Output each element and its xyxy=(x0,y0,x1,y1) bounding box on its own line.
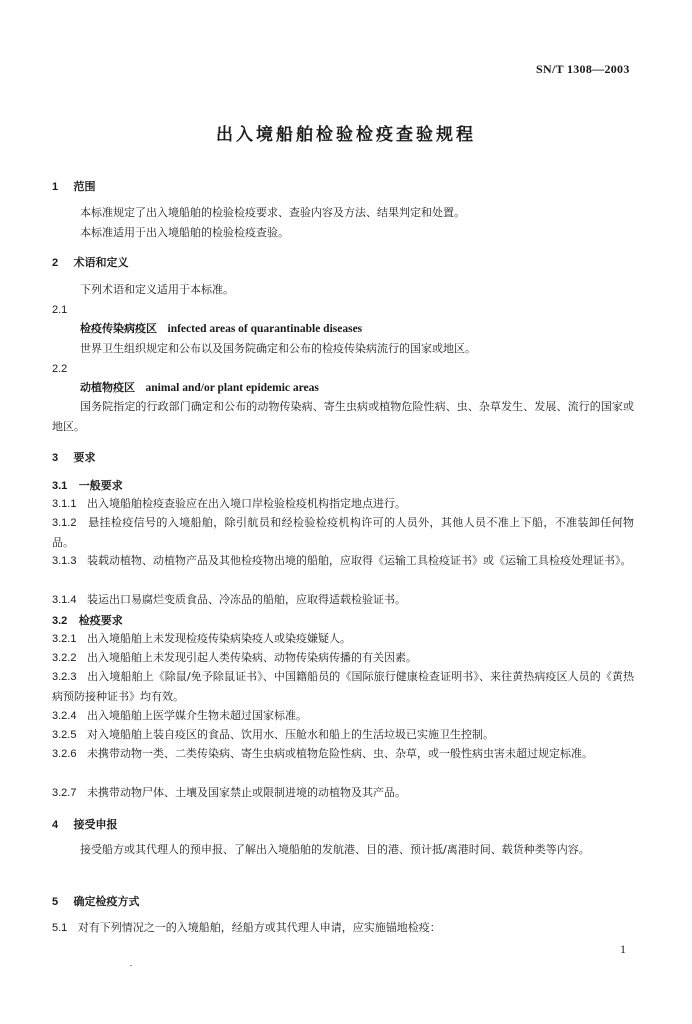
clause xyxy=(52,709,307,723)
term-chinese: 动植物疫区 xyxy=(80,381,135,394)
clause-text: 出入境船舶上医学媒介生物未超过国家标准。 xyxy=(86,709,307,722)
term-entry xyxy=(80,381,319,395)
clause-text: 未携带动物尸体、土壤及国家禁止或限制进境的动植物及其产品。 xyxy=(86,786,406,799)
clause-number: 3.1.1 xyxy=(52,498,77,510)
clause xyxy=(52,632,351,646)
clause-number: 3.2.1 xyxy=(52,633,77,645)
clause-number: 3.2.6 xyxy=(52,748,77,760)
subsection-heading xyxy=(52,477,123,493)
section-number: 3 xyxy=(52,452,59,464)
clause-number: 3.2 xyxy=(52,615,68,627)
section-number: 1 xyxy=(52,181,59,193)
clause-text: 出入境船舶检疫查验应在出入境口岸检验检疫机构指定地点进行。 xyxy=(86,497,406,510)
clause-text: 悬挂检疫信号的入境船舶，除引航员和经检验检疫机构许可的人员外，其他人员不准上下船，不准装卸任何物品。 xyxy=(52,516,634,549)
term-chinese: 检疫传染病疫区 xyxy=(80,322,157,335)
clause xyxy=(52,786,406,800)
clause-text: 出入境船舶上未发现引起人类传染病、动物传染病传播的有关因素。 xyxy=(86,651,417,664)
section-5-heading xyxy=(52,893,139,909)
clause-number: 3.1.3 xyxy=(52,555,77,567)
clause xyxy=(52,921,441,935)
section-title: 要求 xyxy=(73,451,96,464)
clause-number: 3.2.5 xyxy=(52,729,77,741)
clause-text: 装载动植物、动植物产品及其他检疫物出境的船舶，应取得《运输工具检疫证书》或《运输工具检疫处理证书》。 xyxy=(86,554,632,567)
paragraph: 下列术语和定义适用于本标准。 xyxy=(80,283,234,296)
clause xyxy=(52,551,634,571)
subsection-title: 检疫要求 xyxy=(78,614,123,627)
clause-number: 2.1 xyxy=(52,304,68,316)
section-3-heading xyxy=(52,449,95,465)
section-title: 确定检疫方式 xyxy=(73,895,140,908)
clause-number: 3.2.4 xyxy=(52,710,77,722)
clause-text: 对有下列情况之一的入境船舶，经船方或其代理人申请，应实施锚地检疫： xyxy=(77,921,441,934)
clause-number: 3.2.2 xyxy=(52,652,77,664)
subsection-title: 一般要求 xyxy=(78,479,123,492)
clause-number: 3.1.2 xyxy=(52,517,77,529)
section-number: 5 xyxy=(52,896,59,908)
clause xyxy=(52,651,417,665)
term-definition: 国务院指定的行政部门确定和公布的动物传染病、寄生虫病或植物危险性病、虫、杂草发生、发展、流行的国家或地区。 xyxy=(52,400,634,433)
page-number: 1 xyxy=(620,942,626,956)
document-title: 出入境船舶检验检疫查验规程 xyxy=(216,125,476,145)
paragraph: 本标准适用于出入境船舶的检验检疫查验。 xyxy=(80,226,289,239)
section-1-heading xyxy=(52,178,95,194)
subsection-heading xyxy=(52,612,123,628)
clause xyxy=(52,513,634,553)
term-english: infected areas of quarantinable diseases xyxy=(167,323,363,335)
section-title: 术语和定义 xyxy=(73,256,129,269)
clause-text: 对入境船舶上装自疫区的食品、饮用水、压舱水和船上的生活垃圾已实施卫生控制。 xyxy=(86,728,494,741)
paragraph: 本标准规定了出入境船舶的检验检疫要求、查验内容及方法、结果判定和处置。 xyxy=(80,206,465,219)
clause xyxy=(52,593,406,607)
section-title: 范围 xyxy=(73,180,96,193)
clause-text: 出入境船舶上未发现检疫传染病染疫人或染疫嫌疑人。 xyxy=(86,632,351,645)
section-number: 2 xyxy=(52,257,59,269)
clause-number: 3.2.3 xyxy=(52,671,77,683)
section-4-heading xyxy=(52,816,117,832)
clause-number: 3.1 xyxy=(52,480,68,492)
clause xyxy=(52,744,634,764)
clause-number: 3.2.7 xyxy=(52,787,77,799)
term-entry xyxy=(80,322,362,336)
clause-text: 未携带动物一类、二类传染病、寄生虫病或植物危险性病、虫、杂草，或一般性病虫害未超过规定标准。 xyxy=(86,747,593,760)
clause-text: 出入境船舶上《除鼠/免予除鼠证书》、中国籍船员的《国际旅行健康检查证明书》、来往黄热病疫区人员的《黄热病预防接种证书》均有效。 xyxy=(52,670,635,703)
clause xyxy=(52,497,406,511)
standard-number: SN/T 1308—2003 xyxy=(536,62,630,76)
term-definition: 世界卫生组织规定和公布以及国务院确定和公布的检疫传染病流行的国家或地区。 xyxy=(80,342,476,355)
section-title: 接受申报 xyxy=(73,818,118,831)
clause xyxy=(52,667,634,707)
term-english: animal and/or plant epidemic areas xyxy=(145,382,319,394)
section-number: 4 xyxy=(52,819,59,831)
scan-mark xyxy=(130,965,132,966)
clause-number: 3.1.4 xyxy=(52,594,77,606)
clause-number: 5.1 xyxy=(52,922,68,934)
clause xyxy=(52,728,494,742)
section-2-heading xyxy=(52,254,128,270)
paragraph: 接受船方或其代理人的预申报、了解出入境船舶的发航港、目的港、预计抵/离港时间、载货种类等内容。 xyxy=(80,843,590,856)
clause-number: 2.2 xyxy=(52,363,68,375)
clause-text: 装运出口易腐烂变质食品、冷冻品的船舶，应取得适载检验证书。 xyxy=(86,593,406,606)
